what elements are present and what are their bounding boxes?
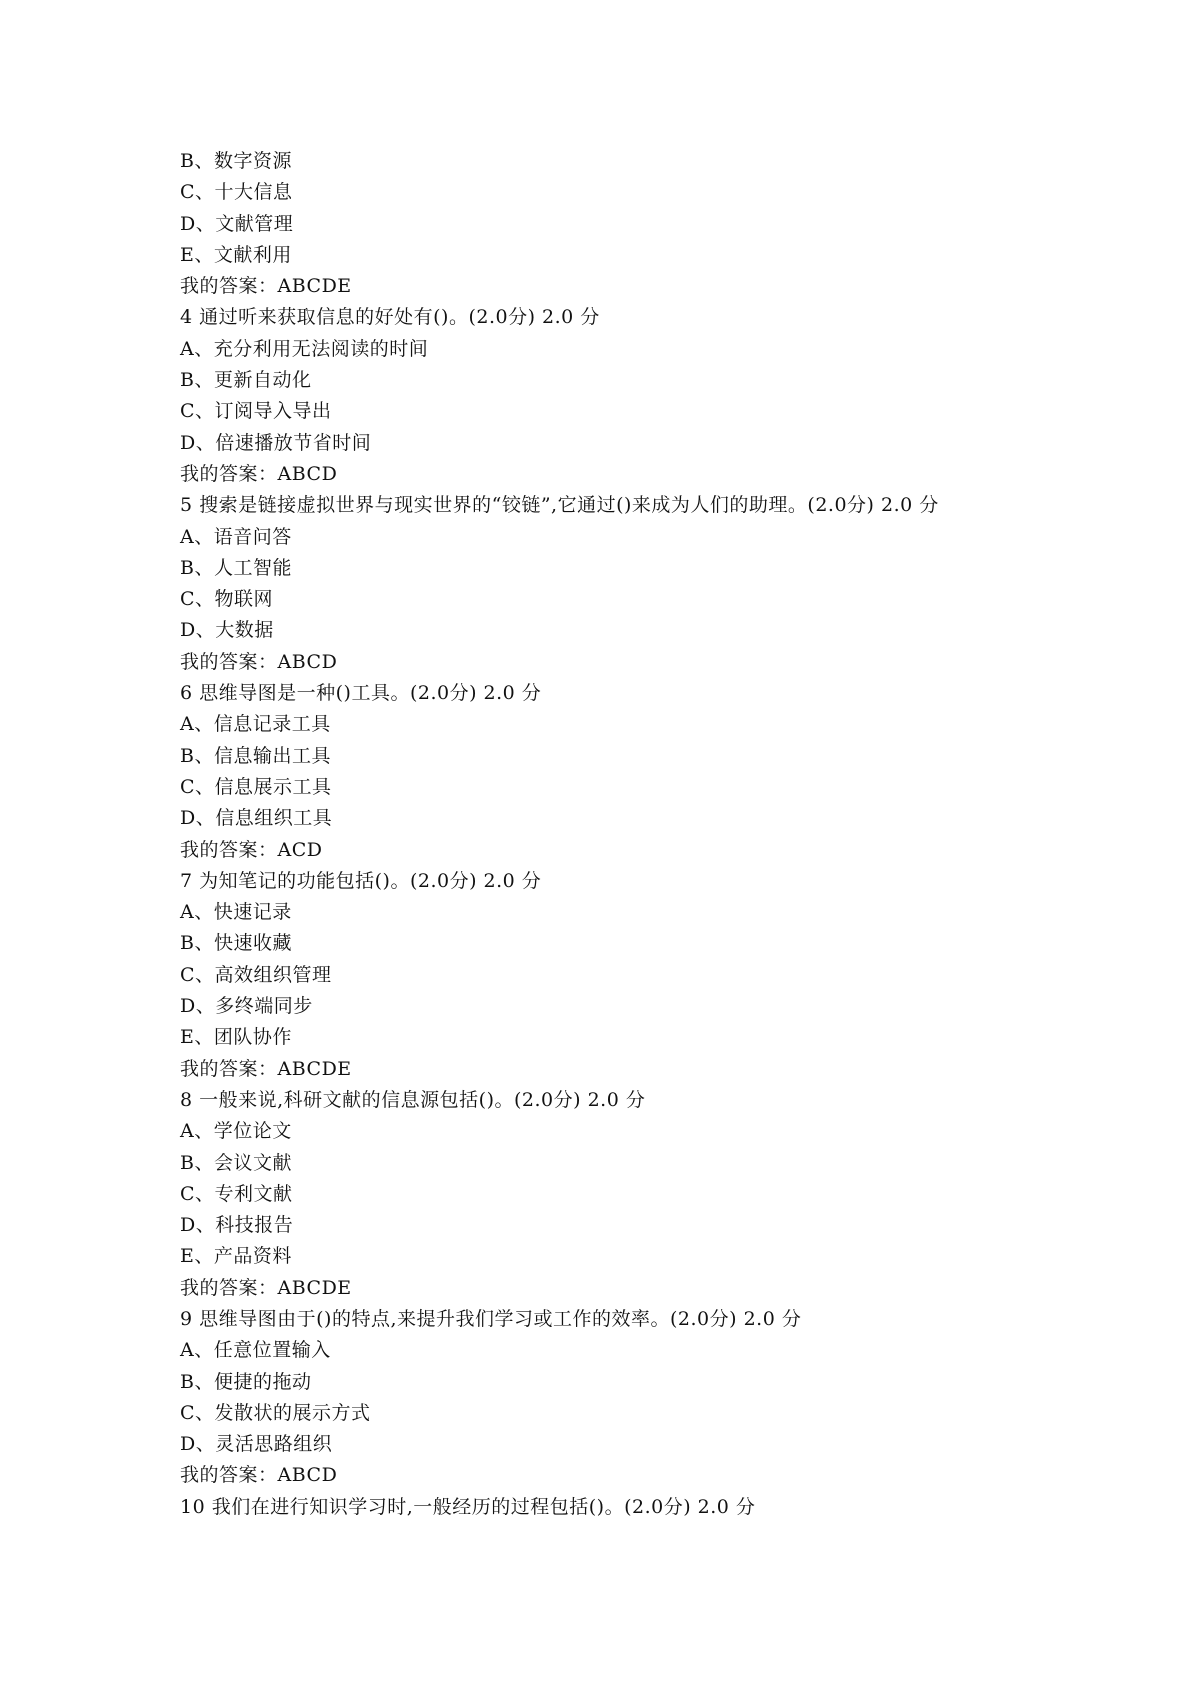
question-line: 5 搜索是链接虚拟世界与现实世界的“铰链”,它通过()来成为人们的助理。(2.0分) 2.0 分 <box>180 494 939 517</box>
option-line: D、灵活思路组织 <box>180 1433 333 1456</box>
answer-line: 我的答案：ABCD <box>180 650 338 673</box>
option-line: C、信息展示工具 <box>180 775 332 798</box>
option-line: B、信息输出工具 <box>180 744 331 767</box>
option-line: A、语音问答 <box>180 525 292 548</box>
question-line: 8 一般来说,科研文献的信息源包括()。(2.0分) 2.0 分 <box>180 1088 646 1111</box>
question-line: 9 思维导图由于()的特点,来提升我们学习或工作的效率。(2.0分) 2.0 分 <box>180 1307 802 1330</box>
option-line: C、发散状的展示方式 <box>180 1401 371 1424</box>
answer-line: 我的答案：ABCDE <box>180 1276 352 1299</box>
option-line: C、十大信息 <box>180 181 293 204</box>
option-line: D、文献管理 <box>180 212 294 235</box>
option-line: D、科技报告 <box>180 1214 294 1237</box>
option-line: D、倍速播放节省时间 <box>180 431 372 454</box>
option-line: C、物联网 <box>180 588 274 611</box>
option-line: D、多终端同步 <box>180 995 313 1018</box>
option-line: A、任意位置输入 <box>180 1339 331 1362</box>
answer-line: 我的答案：ABCDE <box>180 1057 352 1080</box>
option-line: A、信息记录工具 <box>180 713 331 736</box>
option-line: A、学位论文 <box>180 1120 292 1143</box>
option-line: E、团队协作 <box>180 1026 292 1049</box>
option-line: C、高效组织管理 <box>180 963 332 986</box>
question-line: 4 通过听来获取信息的好处有()。(2.0分) 2.0 分 <box>180 306 600 329</box>
answer-line: 我的答案：ACD <box>180 838 323 861</box>
option-line: A、快速记录 <box>180 901 292 924</box>
option-line: E、产品资料 <box>180 1245 292 1268</box>
question-line: 7 为知笔记的功能包括()。(2.0分) 2.0 分 <box>180 869 542 892</box>
answer-line: 我的答案：ABCD <box>180 462 338 485</box>
option-line: B、人工智能 <box>180 556 292 579</box>
answer-line: 我的答案：ABCDE <box>180 275 352 298</box>
option-line: B、快速收藏 <box>180 932 292 955</box>
option-line: B、数字资源 <box>180 150 292 172</box>
option-line: D、信息组织工具 <box>180 807 333 830</box>
question-line: 10 我们在进行知识学习时,一般经历的过程包括()。(2.0分) 2.0 分 <box>180 1495 756 1518</box>
option-line: C、订阅导入导出 <box>180 400 332 423</box>
option-line: B、会议文献 <box>180 1151 292 1174</box>
answer-line: 我的答案：ABCD <box>180 1464 338 1487</box>
option-line: B、更新自动化 <box>180 369 312 392</box>
option-line: C、专利文献 <box>180 1182 293 1205</box>
option-line: E、文献利用 <box>180 243 292 266</box>
quiz-content <box>180 146 1080 1523</box>
option-line: D、大数据 <box>180 619 274 642</box>
option-line: A、充分利用无法阅读的时间 <box>180 337 429 360</box>
question-line: 6 思维导图是一种()工具。(2.0分) 2.0 分 <box>180 682 542 705</box>
option-line: B、便捷的拖动 <box>180 1370 312 1393</box>
